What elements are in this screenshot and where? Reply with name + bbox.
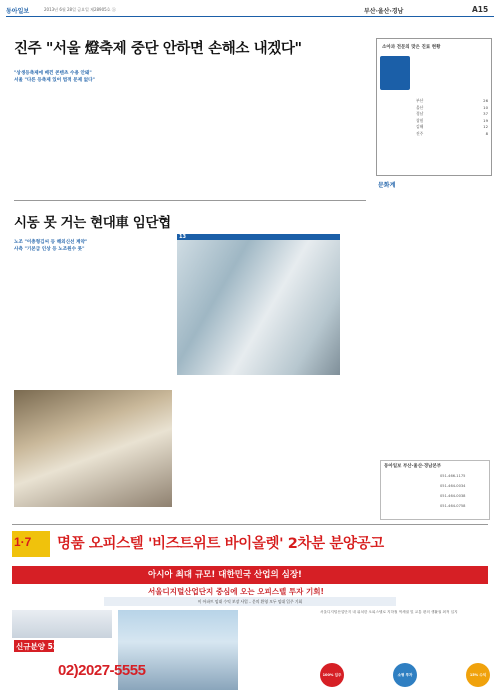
ad-subtitle: 서울디지털산업단지 중심에 오는 오피스텔 투자 기회! [148,587,324,596]
header-rule [6,16,494,17]
contact-phone: 051-464-0034 [440,484,466,488]
sidebar-column-title: 문화계 [378,182,396,189]
contact-phone: 051-464-0038 [440,494,466,498]
feature-circle: 15% 수익 [466,663,490,687]
article1-headline: 진주 "서울 燈축제 중단 안하면 손해소 내겠다" [14,40,302,57]
feature-circle: 100% 입주 [320,663,344,687]
exhibit-photo [177,240,340,375]
photo1-caption [14,509,172,523]
article1-lead [14,71,98,84]
article-divider [14,200,366,201]
sidebar-list-item: 부산 26 [416,98,488,103]
sidebar-list-item: 창원 19 [416,117,488,123]
ad-title: 명품 오피스텔 '비즈트위트 바이올렛' 2차분 분양공고 [57,536,384,552]
ad-info-strip: 이 아파트 임대 수익 보장 사업 – 문의 환영 모두 임대 입주 기회 [104,597,396,606]
sidebar-header: 소아과 전문의 맞은 진료 현황 [382,45,441,50]
article3-body-col3 [346,255,370,375]
contact-phone: 051-464-0758 [440,504,466,508]
article1-body-col1 [14,86,98,196]
contact-title: 동아일보 부산·울산·경남본부 [384,464,442,469]
workers-photo [14,390,172,507]
ad-banner-text: 아시아 최대 규모! 대한민국 산업의 심장! [148,570,302,580]
page-number: A15 [472,5,489,14]
ad-description: 서울디지털산업단지 내 위치한 오피스텔로 지하철 역세권 및 교통 편의 생활권 최적 입지 [320,610,458,614]
contact-phone: 051-466-1175 [440,474,466,478]
masthead-logo: 동아일보 [6,8,30,15]
ad-feature-circles [320,663,490,685]
contact-box [380,460,490,520]
ad-phone-number[interactable]: 02)2027-5555 [58,662,146,679]
sidebar-list-item: 김해 12 [416,124,488,129]
photo2-caption [177,378,340,392]
article2-lead-line: 사측 "기본급 인상 등 노조원수 못" [14,246,85,252]
ad-top-rule [12,524,488,525]
photo2-number: 13 [179,234,186,240]
article3-body-col2 [259,396,342,521]
article3-body-col1 [177,396,255,521]
map-image [12,610,112,638]
sidebar-list-item: 울산 10 [416,104,488,110]
article2-lead [14,240,104,253]
article1-body-col3 [190,71,274,196]
sidebar-body [378,192,492,456]
article1-body-col2 [102,71,186,196]
article2-body-col2 [96,256,174,386]
sidebar-list-item: 경남 37 [416,111,488,116]
sidebar-list-item: 진주 8 [416,130,488,136]
hospital-icon [380,56,410,90]
sidebar-list [416,98,488,137]
article1-lead-line: 서울 "다른 등축제 있어 법적 문제 없다" [14,77,95,83]
ad-badge-text: 1·7 [14,535,32,549]
article1-body-col4 [278,71,364,196]
section-name: 부산·울산·경남 [364,8,404,15]
feature-circle: 소형 투자 [393,663,417,687]
article2-lead-line: 노조 "이충형김씨 등 해외신선 계약" [14,240,88,245]
ad-price-text: 신규분양 539세대 [16,642,78,651]
article2-headline: 시동 못 거는 현대車 임단협 [14,215,171,231]
issue-date: 2013년 6월 28일 금요일 제28905호 ⓐ [44,7,116,12]
article1-lead-line: "상생등축제에 베낀 콘텐츠 수용 안돼" [14,71,92,76]
article2-body-col1 [14,256,92,386]
